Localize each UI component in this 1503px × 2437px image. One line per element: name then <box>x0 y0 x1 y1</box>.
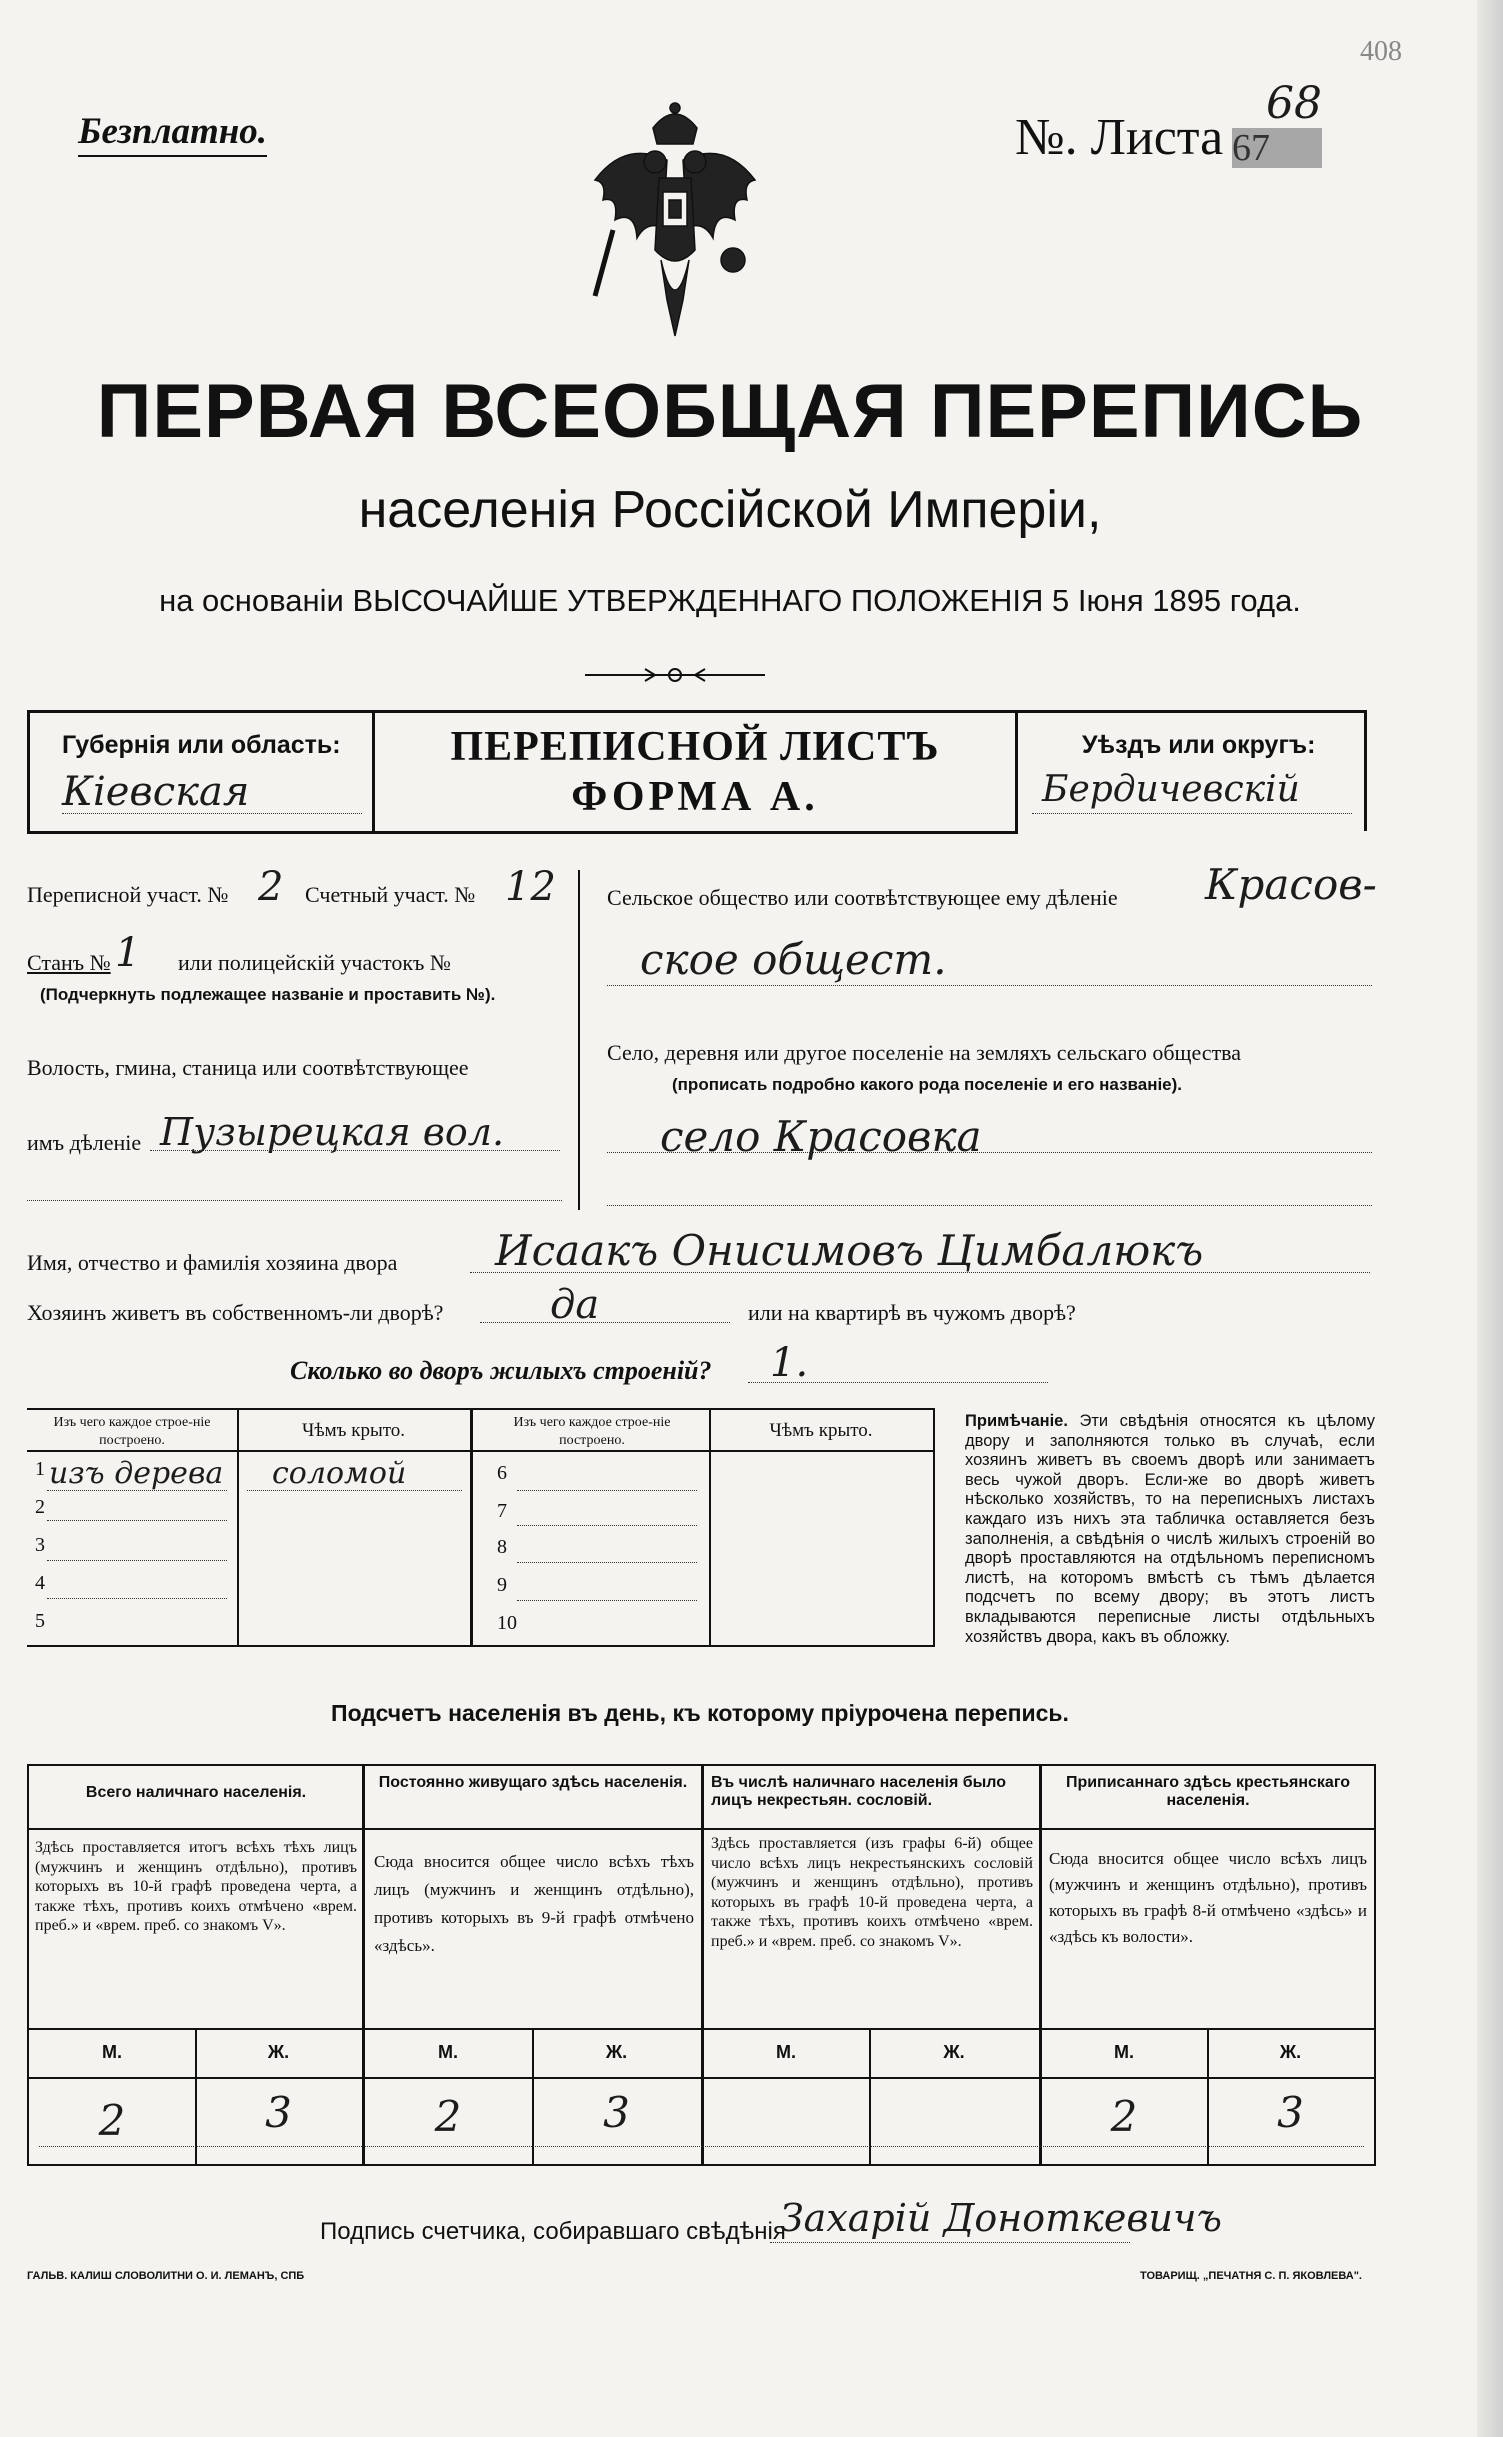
column-divider <box>578 870 580 1210</box>
village-dotted-line-2 <box>607 1205 1372 1206</box>
village-note: (прописать подробно какого рода поселеніе и его названіе). <box>672 1075 1183 1094</box>
imperial-eagle-emblem <box>585 100 765 340</box>
col-header-roof-left: Чѣмъ крыто. <box>301 1420 406 1441</box>
volost-dotted-line-2 <box>27 1200 562 1201</box>
row-number: 4 <box>35 1572 45 1594</box>
signature-value: Захарій Доноткевичъ <box>780 2196 1222 2240</box>
society-value-1: Красов- <box>1205 860 1377 909</box>
uezd-box <box>1012 710 1367 831</box>
f-label: Ж. <box>1279 2042 1302 2062</box>
sheet-number-new: 68 <box>1266 78 1322 129</box>
col-header-material-right: Изъ чего каждое строе-ніе построено. <box>513 1415 671 1448</box>
f-label: Ж. <box>943 2042 965 2062</box>
uezd-label: Уѣздъ или округъ: <box>1082 731 1316 759</box>
main-title: ПЕРВАЯ ВСЕОБЩАЯ ПЕРЕПИСЬ <box>96 369 1364 454</box>
village-label: Село, деревня или другое поселеніе на земляхъ сельскаго общества <box>607 1040 1242 1065</box>
uezd-dotted-line <box>1032 813 1352 814</box>
row-number: 7 <box>497 1500 507 1522</box>
row-number: 10 <box>497 1612 517 1634</box>
own-yard-value: да <box>550 1282 600 1328</box>
f-label: Ж. <box>267 2042 290 2062</box>
uezd-value: Бердичевскій <box>1042 769 1300 810</box>
police-note: (Подчеркнуть подлежащее названіе и проставить №). <box>40 985 496 1004</box>
volost-label-2: имъ дѣленіе <box>27 1130 142 1155</box>
basis-line: на основаніи ВЫСОЧАЙШЕ УТВЕРЖДЕННАГО ПОЛОЖЕНІЯ 5 Іюня 1895 года. <box>159 583 1301 618</box>
gubernia-value: Кіевская <box>62 769 250 815</box>
society-value-2: ское общест. <box>640 935 947 984</box>
sheet-number-label: №. Листа <box>1015 109 1224 166</box>
population-title: Подсчетъ населенія въ день, къ которому пріурочена перепись. <box>331 1700 1069 1726</box>
value-total-f: 3 <box>265 2088 292 2137</box>
group-head-total: Всего наличнаго населенія. <box>85 1784 307 1801</box>
group-head-permanent: Постоянно живущаго здѣсь населенія. <box>378 1774 688 1791</box>
society-dotted-line <box>607 985 1372 986</box>
society-label: Сельское общество или соотвѣтствующее ему дѣленіе <box>607 885 1118 910</box>
signature-label: Подпись счетчика, собиравшаго свѣдѣнія <box>320 2218 786 2245</box>
value-permanent-f: 3 <box>603 2088 630 2137</box>
gubernia-box <box>27 710 375 834</box>
volost-value: Пузырецкая вол. <box>160 1110 505 1154</box>
buildings-table <box>27 1408 935 1647</box>
stan-value: 1 <box>115 930 141 976</box>
group-desc-registered: Сюда вносится общее число всѣхъ лицъ (мужчинъ и женщинъ отдѣльно), противъ которыхъ въ графѣ 8-й отмѣчено «здѣсь» и «здѣсь къ волости». <box>1049 1849 1367 1946</box>
row-roof: соломой <box>272 1456 407 1491</box>
form-title-box <box>372 710 1018 834</box>
row-material: изъ дерева <box>49 1456 224 1491</box>
volost-dotted-line <box>150 1150 560 1151</box>
police-label: или полицейскій участокъ № <box>178 950 451 975</box>
village-dotted-line <box>607 1152 1372 1153</box>
value-permanent-m: 2 <box>434 2092 462 2141</box>
volost-label-1: Волость, гмина, станица или соотвѣтствующее <box>27 1055 469 1080</box>
note-heading: Примѣчаніе. <box>965 1412 1068 1430</box>
signature-dotted-line <box>770 2242 1130 2243</box>
row-number: 8 <box>497 1536 507 1558</box>
m-label: М. <box>1114 2042 1134 2062</box>
value-registered-f: 3 <box>1277 2088 1304 2137</box>
group-desc-total: Здѣсь проставляется итогъ всѣхъ тѣхъ лицъ (мужчинъ и женщинъ отдѣльно), противъ которыхъ въ 10-й графѣ проведена черта, а также тѣхъ, противъ коихъ отмѣчено «врем. преб.» и «врем. преб. со знакомъ V». <box>35 1839 357 1934</box>
stan-label: Станъ № <box>27 950 111 975</box>
gubernia-label: Губернія или область: <box>62 731 341 759</box>
count-district-label: Счетный участ. № <box>305 882 476 907</box>
row-number: 9 <box>497 1574 507 1596</box>
sheet-number-old: 67 <box>1232 128 1322 168</box>
m-label: М. <box>776 2042 796 2062</box>
page-edge <box>1477 0 1503 2437</box>
owner-name-value: Исаакъ Онисимовъ Цимбалюкъ <box>495 1226 1204 1275</box>
population-table <box>27 1764 1376 2166</box>
free-label: Безплатно. <box>78 110 267 157</box>
census-district-value: 2 <box>258 864 284 910</box>
owner-dotted-line <box>470 1272 1370 1273</box>
gubernia-dotted-line <box>62 813 362 814</box>
own-yard-label: Хозяинъ живетъ въ собственномъ-ли дворѣ? <box>27 1300 444 1325</box>
village-value: село Красовка <box>660 1112 982 1161</box>
form-title-line1: ПЕРЕПИСНОЙ ЛИСТЪ <box>450 724 940 770</box>
rent-label: или на квартирѣ въ чужомъ дворѣ? <box>748 1300 1076 1325</box>
row-number: 5 <box>35 1610 45 1632</box>
note-block <box>965 1412 1375 1647</box>
col-header-material-left: Изъ чего каждое строе-ніе построено. <box>53 1415 211 1448</box>
group-desc-nonpeasant: Здѣсь проставляется (изъ графы 6-й) общее число всѣхъ лицъ некрестьянскихъ сословій (мужчинъ и женщинъ отдѣльно), противъ которыхъ въ графѣ 10-й проведена черта, а также тѣхъ, противъ коихъ отмѣчено «врем. преб.» и «врем. преб. со знакомъ V». <box>711 1835 1033 1950</box>
row-number: 6 <box>497 1462 507 1484</box>
value-total-m: 2 <box>98 2096 126 2145</box>
row-number: 1 <box>35 1458 45 1480</box>
row-number: 3 <box>35 1534 45 1556</box>
m-label: М. <box>102 2042 122 2062</box>
ornament-divider <box>585 665 765 685</box>
census-district-label: Переписной участ. № <box>27 882 229 907</box>
count-district-value: 12 <box>505 864 556 910</box>
corner-mark: 408 <box>1360 36 1402 67</box>
form-title-line2: ФОРМА А. <box>571 774 819 820</box>
buildings-label: Сколько во дворъ жилыхъ строеній? <box>290 1356 712 1385</box>
buildings-value: 1. <box>770 1340 809 1386</box>
note-text: Эти свѣдѣнія относятся къ цѣлому двору и заполняются только въ случаѣ, если хозяинъ живетъ въ своемъ дворѣ или занимаетъ весь чужой дворъ. Если-же во дворѣ живетъ нѣсколько хозяйствъ, то на переписныхъ листахъ каждаго изъ нихъ эта табличка оставляется безъ заполненія, а свѣдѣнія о числѣ жилыхъ строеній во дворѣ проставляются на отдѣльномъ переписномъ листѣ, на которомъ вмѣстѣ съ тѣмъ дѣлается подсчетъ по всему двору; въ этотъ листъ вкладываются переписные листы отдѣльныхъ хозяйствъ двора, какъ въ обложку. <box>965 1412 1375 1646</box>
group-head-registered: Приписаннаго здѣсь крестьянскаго населенія. <box>1065 1774 1351 1809</box>
buildings-dotted-line <box>748 1382 1048 1383</box>
col-header-roof-right: Чѣмъ крыто. <box>769 1420 873 1441</box>
value-registered-m: 2 <box>1110 2092 1138 2141</box>
footer-right: ТОВАРИЩ. „ПЕЧАТНЯ С. П. ЯКОВЛЕВА". <box>1140 2270 1362 2282</box>
group-head-nonpeasant: Въ числѣ наличнаго населенія было лицъ некрестьян. сословій. <box>711 1774 1006 1809</box>
footer-left: ГАЛЬВ. КАЛИШ СЛОВОЛИТНИ О. И. ЛЕМАНЪ, СПБ <box>27 2270 305 2282</box>
group-desc-permanent: Сюда вносится общее число всѣхъ тѣхъ лицъ (мужчинъ и женщинъ отдѣльно), противъ которыхъ въ 9-й графѣ отмѣчено «здѣсь». <box>374 1852 694 1955</box>
owner-name-label: Имя, отчество и фамилія хозяина двора <box>27 1250 398 1275</box>
m-label: М. <box>438 2042 458 2062</box>
row-number: 2 <box>35 1496 45 1518</box>
own-yard-dotted-line <box>480 1322 730 1323</box>
table-row <box>27 1456 470 1494</box>
banner-box <box>27 710 1367 830</box>
subtitle: населенія Россійской Имперіи, <box>358 481 1102 539</box>
f-label: Ж. <box>605 2042 628 2062</box>
